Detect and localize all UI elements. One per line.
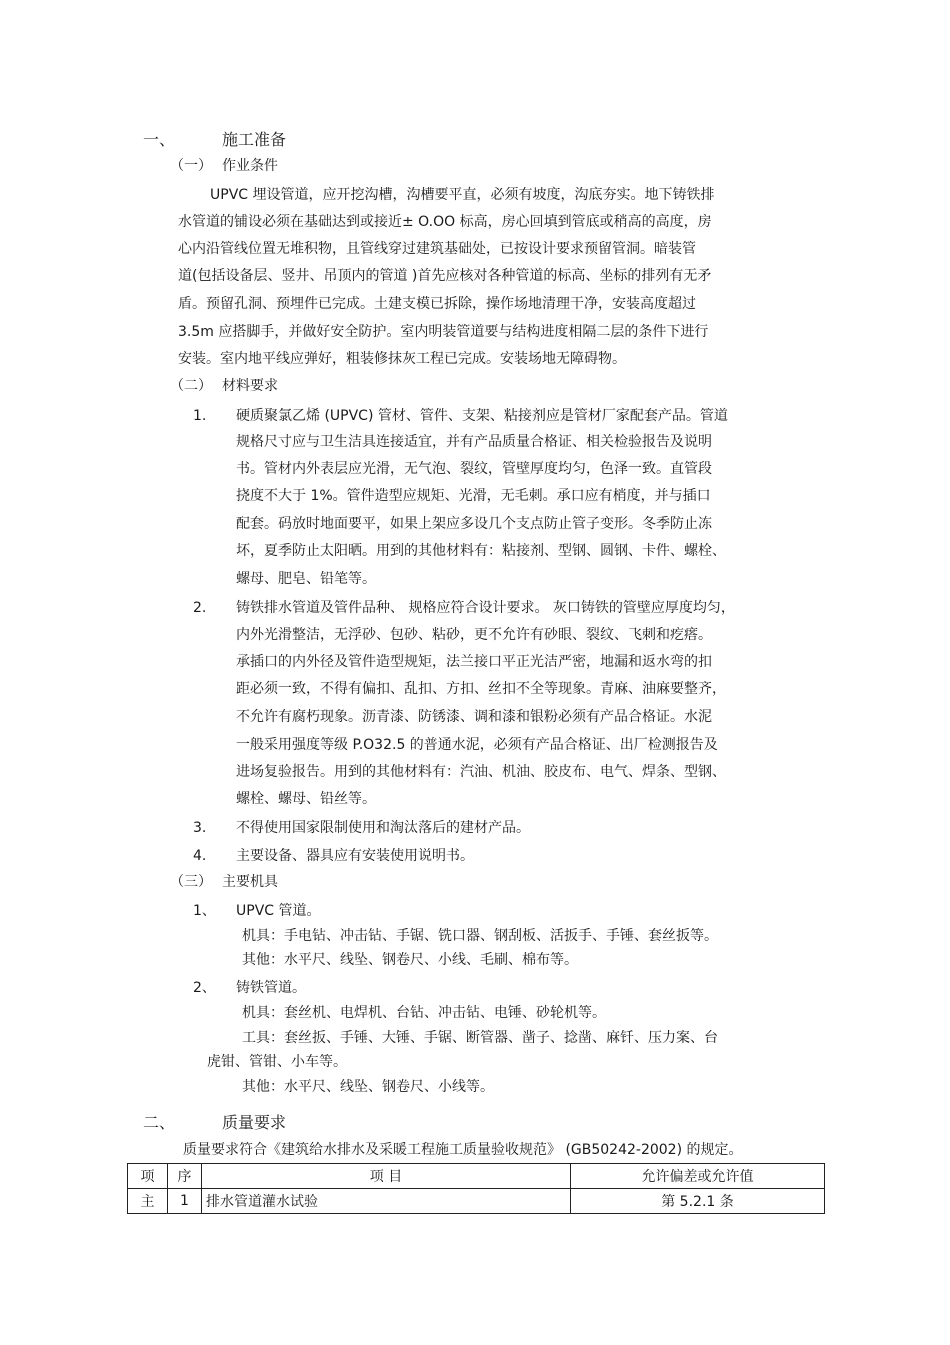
subsection-2-title: 材料要求 [222, 378, 278, 394]
list-number: 1、 [193, 903, 216, 919]
list-item-line: 不得使用国家限制使用和淘汰落后的建材产品。 [236, 820, 530, 836]
tool-line: 其他：水平尺、线坠、钢卷尺、小线等。 [242, 1079, 494, 1095]
table-header-row [128, 1164, 825, 1189]
subsection-1-label: （一） [170, 158, 212, 174]
table-header-cell: 允许偏差或允许值 [571, 1164, 825, 1189]
list-item-line: 挠度不大于 1%。管件造型应规矩、光滑，无毛刺。承口应有梢度，并与插口 [236, 488, 711, 504]
paragraph-line: 道(包括设备层、竖井、吊顶内的管道 )首先应核对各种管道的标高、坐标的排列有无矛 [178, 268, 712, 284]
list-item-line: 不允许有腐朽现象。沥青漆、防锈漆、调和漆和银粉必须有产品合格证。水泥 [236, 709, 712, 725]
tool-line: 工具：套丝扳、手锤、大锤、手锯、断管器、凿子、捻凿、麻钎、压力案、台 [242, 1030, 718, 1046]
list-item-line: 内外光滑整洁，无浮砂、包砂、粘砂，更不允许有砂眼、裂纹、飞刺和疙瘩。 [236, 627, 712, 643]
table-header-cell: 序 [168, 1164, 202, 1189]
table-row [128, 1189, 825, 1214]
list-item-line: 规格尺寸应与卫生洁具连接适宜，并有产品质量合格证、相关检验报告及说明 [236, 434, 712, 450]
table-cell: 排水管道灌水试验 [202, 1189, 571, 1214]
list-item-line: 坏，夏季防止太阳晒。用到的其他材料有：粘接剂、型钢、圆钢、卡件、螺栓、 [236, 543, 726, 559]
list-item-line: 铸铁排水管道及管件品种、 规格应符合设计要求。 灰口铸铁的管壁应厚度均匀， [236, 600, 735, 616]
paragraph-line: 水管道的铺设必须在基础达到或接近± O.OO 标高，房心回填到管底或稍高的高度，房 [178, 214, 712, 230]
list-item-line: 主要设备、器具应有安装使用说明书。 [236, 848, 474, 864]
subsection-1-title: 作业条件 [222, 158, 278, 174]
list-item-line: 螺栓、螺母、铅丝等。 [236, 791, 376, 807]
tool-line: 虎钳、管钳、小车等。 [207, 1054, 347, 1070]
list-item-line: 距必须一致，不得有偏扣、乱扣、方扣、丝扣不全等现象。青麻、油麻要整齐， [236, 681, 726, 697]
tool-line: 机具：手电钻、冲击钻、手锯、铣口器、钢刮板、活扳手、手锤、套丝扳等。 [242, 928, 718, 944]
list-item-line: 螺母、肥皂、铅笔等。 [236, 571, 376, 587]
list-number: 2、 [193, 980, 216, 996]
table-header-cell: 项 目 [202, 1164, 571, 1189]
section-2-title: 质量要求 [222, 1113, 287, 1132]
tool-group-title: 铸铁管道。 [236, 980, 306, 996]
paragraph-line: 心内沿管线位置无堆积物，且管线穿过建筑基础处，已按设计要求预留管洞。暗装管 [178, 241, 696, 257]
list-item-line: 书。管材内外表层应光滑，无气泡、裂纹，管壁厚度均匀，色泽一致。直管段 [236, 461, 712, 477]
list-number: 4. [193, 848, 207, 864]
list-item-line: 配套。码放时地面要平，如果上架应多设几个支点防止管子变形。冬季防止冻 [236, 516, 712, 532]
paragraph-line: 3.5m 应搭脚手，并做好安全防护。室内明装管道要与结构进度相隔二层的条件下进行 [178, 324, 709, 340]
paragraph-line: UPVC 埋设管道，应开挖沟槽，沟槽要平直，必须有坡度，沟底夯实。地下铸铁排 [210, 187, 715, 203]
subsection-3-title: 主要机具 [222, 874, 278, 890]
tool-line: 机具：套丝机、电焊机、台钻、冲击钻、电锤、砂轮机等。 [242, 1005, 606, 1021]
section-2-number: 二、 [143, 1113, 176, 1132]
list-item-line: 进场复验报告。用到的其他材料有：汽油、机油、胶皮布、电气、焊条、型钢、 [236, 764, 726, 780]
paragraph-line: 安装。室内地平线应弹好，粗装修抹灰工程已完成。安装场地无障碍物。 [178, 351, 626, 367]
list-number: 3. [193, 820, 207, 836]
table-cell: 1 [168, 1189, 202, 1214]
quality-table [127, 1163, 825, 1214]
subsection-3-label: （三） [170, 874, 212, 890]
table-cell: 第 5.2.1 条 [571, 1189, 825, 1214]
list-number: 2. [193, 600, 207, 616]
section-1-number: 一、 [143, 130, 176, 149]
list-item-line: 硬质聚氯乙烯 (UPVC) 管材、管件、支架、粘接剂应是管材厂家配套产品。管道 [236, 408, 728, 424]
list-item-line: 一般采用强度等级 P.O32.5 的普通水泥，必须有产品合格证、出厂检测报告及 [236, 737, 718, 753]
tool-line: 其他：水平尺、线坠、钢卷尺、小线、毛刷、棉布等。 [242, 952, 578, 968]
quality-intro: 质量要求符合《建筑给水排水及采暖工程施工质量验收规范》 (GB50242-2002) 的规定。 [183, 1142, 743, 1158]
list-number: 1. [193, 408, 207, 424]
table-cell: 主 [128, 1189, 168, 1214]
tool-group-title: UPVC 管道。 [236, 903, 321, 919]
list-item-line: 承插口的内外径及管件造型规矩，法兰接口平正光洁严密，地漏和返水弯的扣 [236, 654, 712, 670]
section-1-title: 施工准备 [222, 130, 287, 149]
table-header-cell: 项 [128, 1164, 168, 1189]
paragraph-line: 盾。预留孔洞、预埋件已完成。土建支模已拆除，操作场地清理干净，安装高度超过 [178, 296, 696, 312]
subsection-2-label: （二） [170, 378, 212, 394]
